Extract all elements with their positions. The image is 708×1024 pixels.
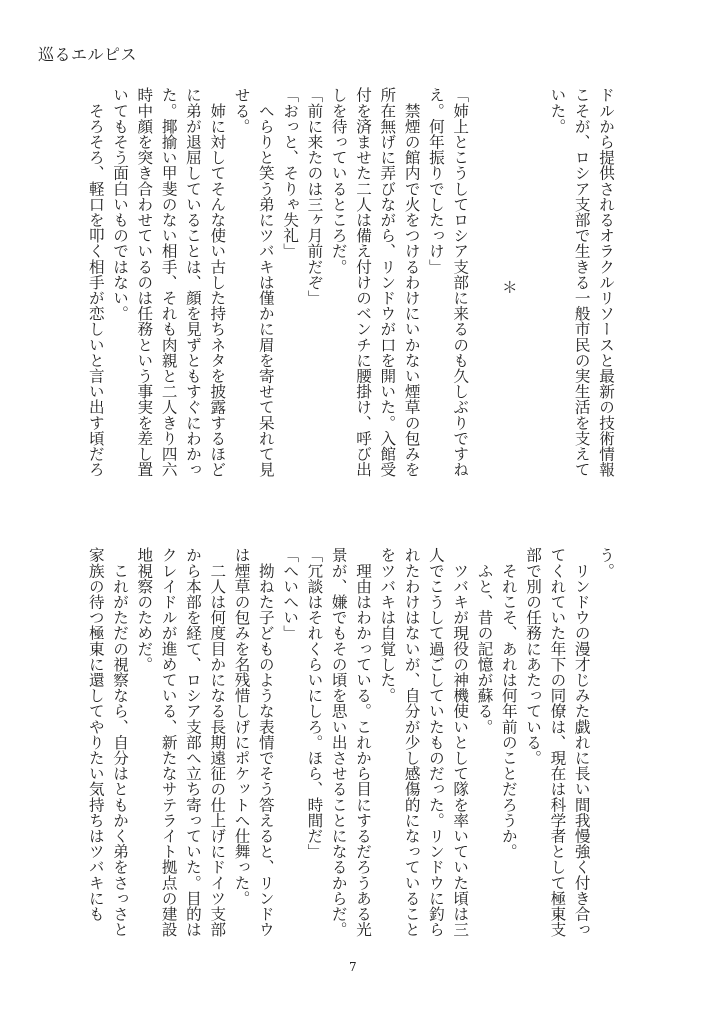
text-line: う。 — [597, 547, 615, 579]
text-block-top — [82, 87, 618, 487]
text-line: ツバキが現役の神機使いとして隊を率いていた頃は三 — [451, 547, 470, 937]
running-header-title: 巡るエルピス — [38, 45, 138, 64]
text-line: 景が、嫌でもその頃を思い出させることになるからだ。 — [329, 547, 348, 937]
text-block-bottom — [82, 547, 618, 947]
text-line: は煙草の包みを名残惜しげにポケットへ仕舞った。 — [232, 547, 251, 906]
text-line: から本部を経て、ロシア支部へ立ち寄っていた。目的は — [183, 547, 202, 937]
text-line: え。何年振りでしたっけ」 — [426, 87, 445, 275]
text-line: こそが、ロシア支部で生きる一般市民の実生活を支えて — [572, 87, 591, 477]
text-line: 部で別の任務にあたっている。 — [524, 547, 543, 766]
text-line: 姉に対してそんな使い古した持ちネタを披露するほど — [208, 87, 227, 477]
text-line: 禁煙の館内で火をつけるわけにいかない煙草の包みを — [402, 87, 421, 477]
text-line: そろそろ、軽口を叩く相手が恋しいと言い出す頃だろ — [86, 87, 105, 477]
text-line: せる。 — [232, 87, 251, 134]
text-line: リンドウの漫才じみた戯れに長い間我慢強く付き合っ — [572, 547, 591, 937]
text-line: 家族の待つ極東に還してやりたい気持ちはツバキにも — [86, 547, 105, 922]
text-line: 「冗談はそれくらいにしろ。ほら、時間だ」 — [305, 547, 324, 859]
text-line: クレイドルが進めている、新たなサテライト拠点の建設 — [159, 547, 178, 937]
text-line: れたわけはないが、自分が少し感傷的になっていること — [402, 547, 421, 937]
text-line: ドルから提供されるオラクルリソースと最新の技術情報 — [597, 87, 615, 477]
text-line: しを待っているところだ。 — [329, 87, 348, 275]
text-line: いてもそう面白いものではない。 — [111, 87, 130, 321]
text-line: 付を済ませた二人は備え付けのベンチに腰掛け、呼び出 — [354, 87, 373, 477]
text-line: それこそ、あれは何年前のことだろうか。 — [499, 547, 518, 859]
blank-line — [521, 87, 545, 487]
text-line: ふと、昔の記憶が蘇る。 — [475, 547, 494, 735]
text-line: 「へいへい」 — [281, 547, 300, 641]
text-line: いた。 — [548, 87, 567, 134]
text-line: 人でこうして過ごしていたものだった。リンドウに釣ら — [426, 547, 445, 937]
text-line: た。揶揄い甲斐のない相手、それも肉親と二人きり四六 — [159, 87, 178, 477]
text-line: 地視察のためだ。 — [135, 547, 154, 672]
page-number: 7 — [349, 960, 357, 974]
text-line: これがただの視察なら、自分はともかく弟をさっさと — [111, 547, 130, 937]
text-line: 「おっと、そりゃ失礼」 — [281, 87, 300, 259]
text-line: 時中顔を突き合わせているのは任務という事実を差し置 — [135, 87, 154, 477]
text-line: へらりと笑う弟にツバキは僅かに眉を寄せて呆れて見 — [256, 87, 275, 477]
text-line: 「姉上とこうしてロシア支部に来るのも久しぶりですね — [451, 87, 470, 477]
text-line: に弟が退屈していることは、顔を見ずともすぐにわかっ — [183, 87, 202, 477]
text-line: 理由はわかっている。これから目にするだろうある光 — [354, 547, 373, 937]
text-line: をツバキは自覚した。 — [378, 547, 397, 703]
section-break-asterisk: ＊ — [499, 279, 518, 295]
text-line: てくれていた年下の同僚は、現在は科学者として極東支 — [548, 547, 567, 937]
blank-line — [472, 87, 496, 487]
text-line: 拗ねた子どものような表情でそう答えると、リンドウ — [256, 547, 275, 937]
text-line: 二人は何度目かになる長期遠征の仕上げにドイツ支部 — [208, 547, 227, 937]
text-line: 所在無げに弄びながら、リンドウが口を開いた。入館受 — [378, 87, 397, 477]
text-line: 「前に来たのは三ヶ月前だぞ」 — [305, 87, 324, 306]
